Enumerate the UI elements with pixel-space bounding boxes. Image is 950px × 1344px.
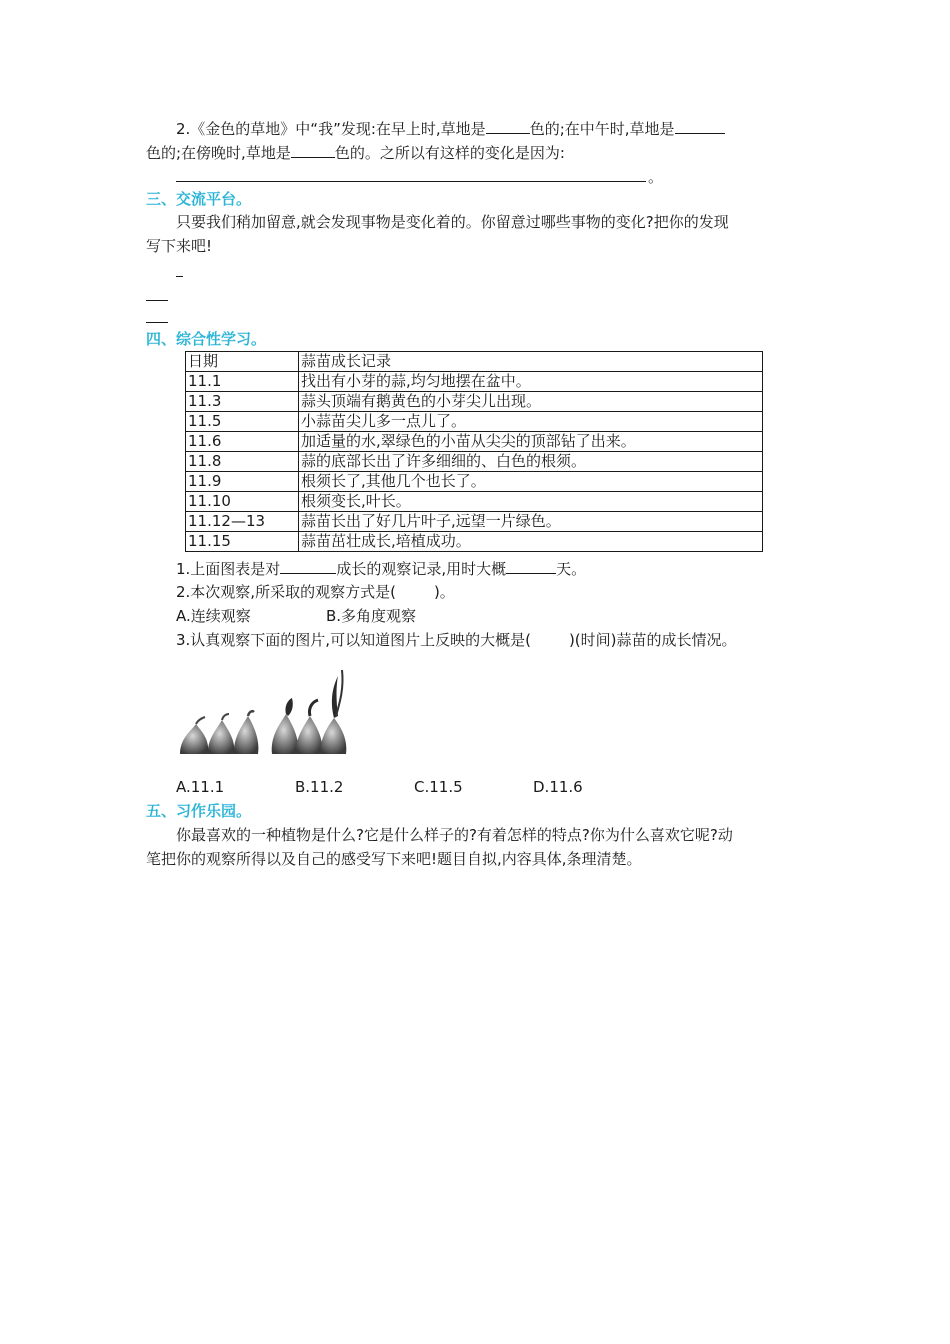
option-c[interactable]: C.11.5 (414, 778, 463, 796)
row-text: 小蒜苗尖儿多一点儿了。 (299, 412, 763, 432)
table-row (186, 452, 763, 472)
section-5-prompt-line-1: 你最喜欢的一种植物是什么?它是什么样子的?有着怎样的特点?你为什么喜欢它呢?动 (176, 826, 733, 844)
answer-line-reason[interactable] (176, 181, 646, 182)
q4-3: 3.认真观察下面的图片,可以知道图片上反映的大概是( )(时间)蒜苗的成长情况。 (176, 631, 737, 649)
row-date: 11.6 (186, 432, 299, 452)
table-row (186, 532, 763, 552)
row-date: 11.5 (186, 412, 299, 432)
blank-observed-object[interactable] (280, 558, 336, 574)
table-row (186, 412, 763, 432)
table-row (186, 392, 763, 412)
garlic-sprouts-image (178, 668, 350, 756)
table-row (186, 432, 763, 452)
row-date: 11.15 (186, 532, 299, 552)
option-d[interactable]: D.11.6 (533, 778, 583, 796)
q4-1: 1.上面图表是对 成长的观察记录,用时大概 天。 (176, 560, 587, 578)
row-date: 11.10 (186, 492, 299, 512)
section-3-prompt-line-1: 只要我们稍加留意,就会发现事物是变化着的。你留意过哪些事物的变化?把你的发现 (176, 213, 729, 231)
q2-line-1: 2.《金色的草地》中“我”发现:在早上时,草地是 色的;在中午时,草地是 (176, 118, 725, 140)
garlic-growth-table (185, 351, 763, 552)
option-a[interactable]: A.11.1 (176, 778, 225, 796)
row-text: 蒜苗茁壮成长,培植成功。 (299, 532, 763, 552)
blank-morning-color[interactable] (486, 118, 530, 134)
row-date: 11.9 (186, 472, 299, 492)
blank-days[interactable] (506, 558, 556, 574)
table-row (186, 372, 763, 392)
table-row (186, 472, 763, 492)
section-5-title: 五、习作乐园。 (146, 802, 252, 820)
option-b[interactable]: B.11.2 (295, 778, 344, 796)
option-a[interactable]: A.连续观察 (176, 607, 251, 625)
row-date: 11.1 (186, 372, 299, 392)
header-date: 日期 (186, 352, 299, 372)
q2-period: 。 (648, 168, 664, 186)
q4-2-options (176, 605, 416, 627)
header-record: 蒜苗成长记录 (299, 352, 763, 372)
q2-line-2: 色的;在傍晚时,草地是 色的。之所以有这样的变化是因为: (146, 144, 565, 162)
section-5-prompt-line-2: 笔把你的观察所得以及自己的感受写下来吧!题目自拟,内容具体,条理清楚。 (146, 850, 642, 868)
row-text: 根须长了,其他几个也长了。 (299, 472, 763, 492)
section-3-prompt-line-2: 写下来吧! (146, 237, 213, 255)
section-4-title: 四、综合性学习。 (146, 330, 267, 348)
row-text: 根须变长,叶长。 (299, 492, 763, 512)
section-3-title: 三、交流平台。 (146, 190, 252, 208)
row-text: 加适量的水,翠绿色的小苗从尖尖的顶部钻了出来。 (299, 432, 763, 452)
row-text: 找出有小芽的蒜,均匀地摆在盆中。 (299, 372, 763, 392)
answer-line-1[interactable] (146, 300, 168, 301)
option-b[interactable]: B.多角度观察 (326, 607, 417, 625)
row-text: 蒜苗长出了好几片叶子,远望一片绿色。 (299, 512, 763, 532)
row-text: 蒜头顶端有鹅黄色的小芽尖儿出现。 (299, 392, 763, 412)
row-date: 11.8 (186, 452, 299, 472)
table-header-row (186, 352, 763, 372)
table-row (186, 512, 763, 532)
table-row (186, 492, 763, 512)
blank-noon-color[interactable] (675, 118, 725, 134)
q4-3-options (176, 776, 583, 798)
row-date: 11.3 (186, 392, 299, 412)
q4-2: 2.本次观察,所采取的观察方式是( )。 (176, 583, 455, 601)
row-date: 11.12—13 (186, 512, 299, 532)
answer-line-short[interactable] (176, 276, 183, 277)
answer-line-2[interactable] (146, 322, 168, 323)
blank-evening-color[interactable] (291, 142, 335, 158)
row-text: 蒜的底部长出了许多细细的、白色的根须。 (299, 452, 763, 472)
